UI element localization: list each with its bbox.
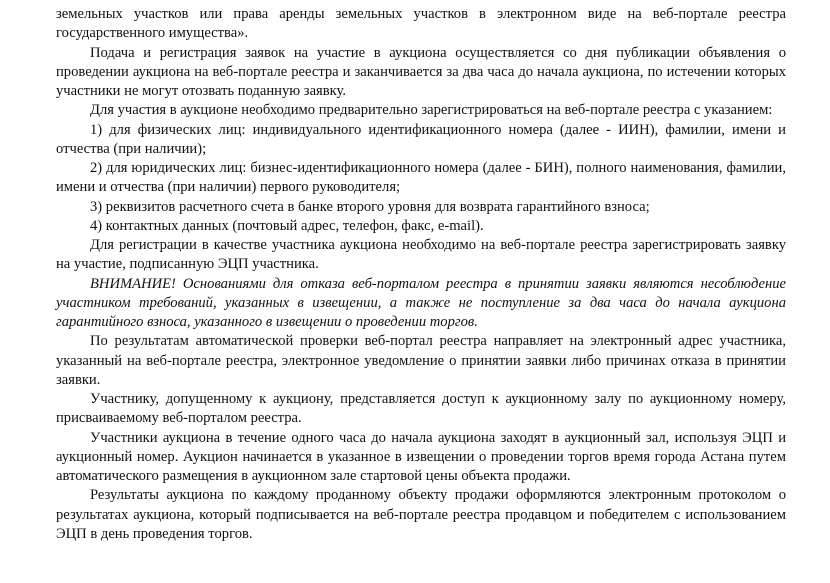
paragraph-auction-start: Участники аукциона в течение одного часа до начала аукциона заходят в аукционный зал, используя ЭЦП и аукционный номер. Аукцион начинается в указанное в извещении о проведении торгов время города Астана путем автоматического размещения в аукционном зале стартовой цены объекта продажи. bbox=[56, 429, 786, 484]
paragraph-automatic-check: По результатам автоматической проверки веб-портал реестра направляет на электронный адрес участника, указанный на веб-портале реестра, электронное уведомление о принятии заявки либо причинах отказа в принятии заявки. bbox=[56, 333, 786, 388]
list-item-legal-entities: 2) для юридических лиц: бизнес-идентификационного номера (далее - БИН), полного наименования, фамилии, имени и отчества (при наличии) первого руководителя; bbox=[56, 160, 786, 196]
paragraph-application-period: Подача и регистрация заявок на участие в аукциона осуществляется со дня публикации объявления о проведении аукциона на веб-портале реестра и заканчивается за два часа до начала аукциона, по истечении которых участники не могут отозвать поданную заявку. bbox=[56, 44, 786, 99]
paragraph-continuation: земельных участков или права аренды земельных участков в электронном виде на веб-портале реестра государственного имущества». bbox=[56, 6, 786, 42]
list-item-contacts: 4) контактных данных (почтовый адрес, телефон, факс, e-mail). bbox=[90, 217, 484, 234]
paragraph-auction-access: Участнику, допущенному к аукциону, представляется доступ к аукционному залу по аукционному номеру, присваиваемому веб-порталом реестра. bbox=[56, 391, 786, 427]
paragraph-registration-intro: Для участия в аукционе необходимо предварительно зарегистрироваться на веб-портале реестра с указанием: bbox=[90, 102, 773, 119]
list-item-individuals: 1) для физических лиц: индивидуального идентификационного номера (далее - ИИН), фамилии, имени и отчества (при наличии); bbox=[56, 121, 786, 157]
list-item-bank-details: 3) реквизитов расчетного счета в банке второго уровня для возврата гарантийного взноса; bbox=[90, 198, 650, 215]
paragraph-warning: ВНИМАНИЕ! Основаниями для отказа веб-порталом реестра в принятии заявки являются несоблюдение участником требований, указанных в извещении, а также не поступление за два часа до начала аукциона гарантийного взноса, указанного в извещении о проведении торгов. bbox=[56, 275, 786, 330]
paragraph-participant-registration: Для регистрации в качестве участника аукциона необходимо на веб-портале реестра зарегистрировать заявку на участие, подписанную ЭЦП участника. bbox=[56, 237, 786, 273]
paragraph-auction-results: Результаты аукциона по каждому проданному объекту продажи оформляются электронным протоколом о результатах аукциона, который подписывается на веб-портале реестра продавцом и победителем с использованием ЭЦП в день проведения торгов. bbox=[56, 487, 786, 542]
